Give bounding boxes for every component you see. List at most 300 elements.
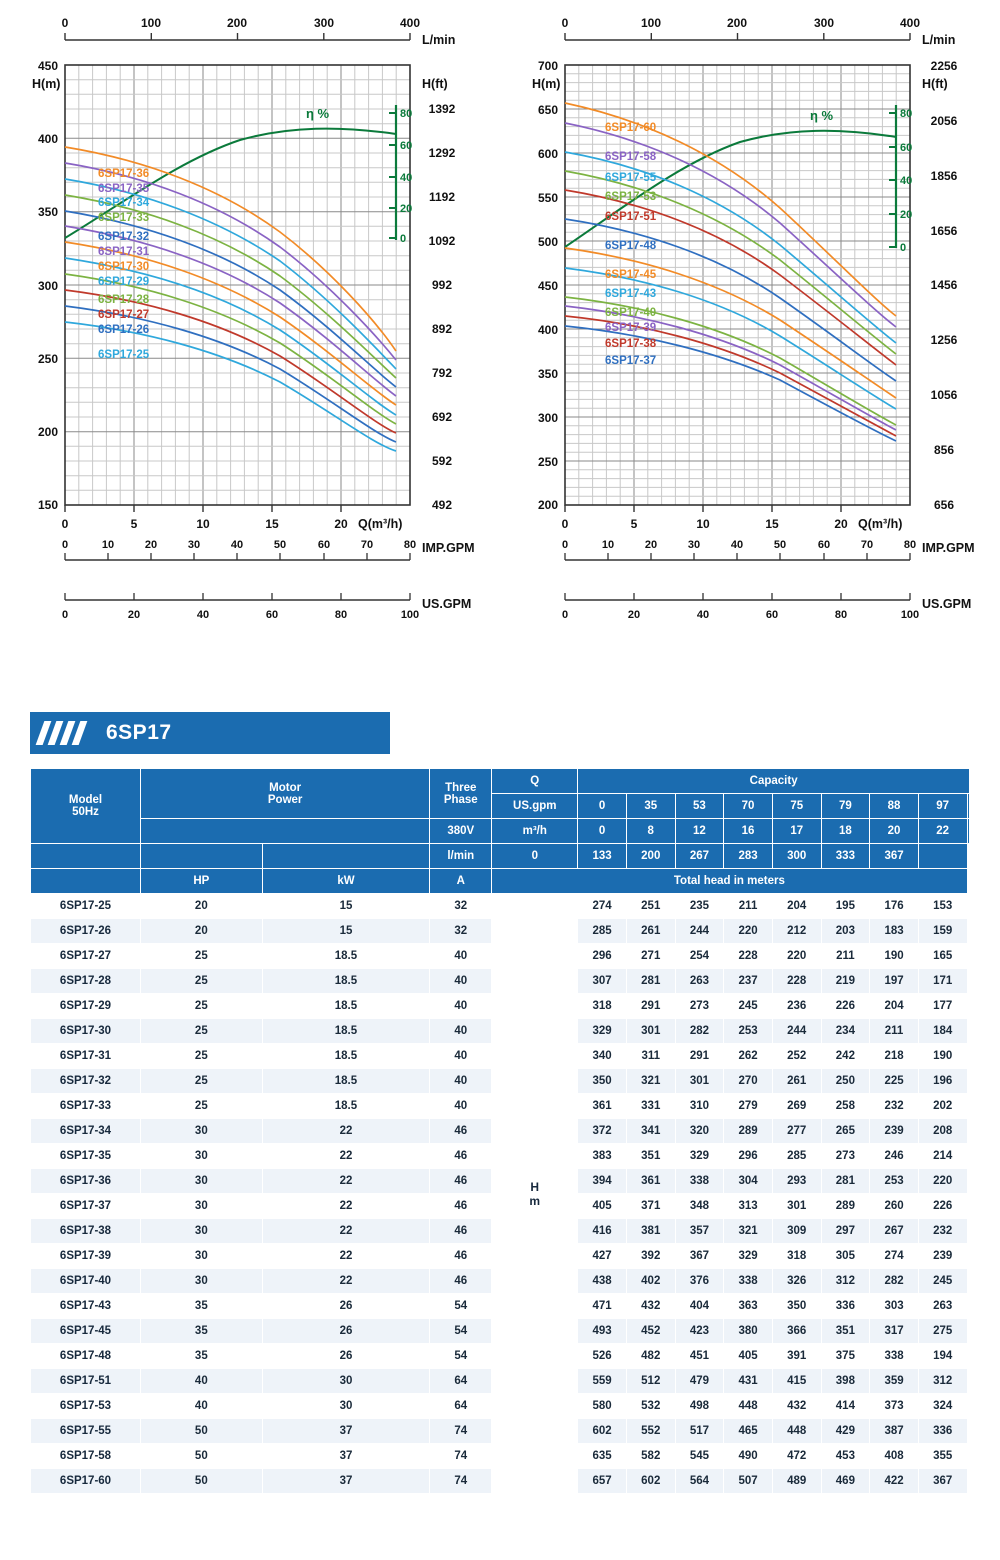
cell-head-4: 301 — [772, 1194, 821, 1219]
svg-text:6SP17-32: 6SP17-32 — [98, 231, 150, 243]
svg-text:6SP17-37: 6SP17-37 — [605, 355, 657, 367]
svg-text:6SP17-60: 6SP17-60 — [605, 122, 657, 134]
cell-head-6: 204 — [870, 994, 919, 1019]
cell-head-7: 165 — [918, 944, 967, 969]
cell-head-7: 184 — [918, 1019, 967, 1044]
header-model — [31, 769, 141, 844]
header-blank-motor — [141, 844, 263, 869]
cell-head-7: 202 — [918, 1094, 967, 1119]
cell-head-0: 471 — [578, 1294, 627, 1319]
cell-hp: 30 — [141, 1119, 263, 1144]
cell-head-4: 391 — [772, 1344, 821, 1369]
cell-head-2: 254 — [675, 944, 724, 969]
svg-text:6SP17-39: 6SP17-39 — [605, 322, 657, 334]
section-title: 6SP17 — [106, 721, 172, 744]
header-capacity: Capacity — [578, 769, 970, 794]
header-q: Q — [492, 769, 578, 794]
svg-text:6SP17-40: 6SP17-40 — [605, 307, 657, 319]
cell-head-5: 414 — [821, 1394, 870, 1419]
cell-model: 6SP17-35 — [31, 1144, 141, 1169]
cell-head-3: 253 — [724, 1019, 773, 1044]
header-model-line2: 50Hz — [72, 806, 99, 818]
cell-head-4: 489 — [772, 1469, 821, 1494]
svg-text:400: 400 — [899, 16, 921, 30]
svg-text:6SP17-58: 6SP17-58 — [605, 151, 657, 163]
svg-text:1856: 1856 — [930, 169, 958, 183]
cell-head-0: 438 — [578, 1269, 627, 1294]
cell-head-7: 208 — [918, 1119, 967, 1144]
cap-lmin-7: 367 — [870, 844, 919, 869]
cell-model: 6SP17-28 — [31, 969, 141, 994]
cell-model: 6SP17-51 — [31, 1369, 141, 1394]
cell-model: 6SP17-29 — [31, 994, 141, 1019]
cell-head-3: 321 — [724, 1219, 773, 1244]
cell-head-7: 324 — [918, 1394, 967, 1419]
cell-hp: 20 — [141, 894, 263, 919]
cell-kw: 26 — [262, 1319, 430, 1344]
svg-text:1192: 1192 — [428, 190, 456, 204]
svg-text:US.GPM: US.GPM — [922, 597, 972, 611]
cell-head-0: 526 — [578, 1344, 627, 1369]
cell-head-2: 338 — [675, 1169, 724, 1194]
cell-head-6: 267 — [870, 1219, 919, 1244]
svg-text:6SP17-31: 6SP17-31 — [98, 246, 150, 258]
cap-usgpm-1: 35 — [626, 794, 675, 819]
cell-head-1: 261 — [626, 919, 675, 944]
cell-amp: 32 — [430, 919, 492, 944]
cell-head-4: 277 — [772, 1119, 821, 1144]
cell-amp: 46 — [430, 1269, 492, 1294]
svg-text:L/min: L/min — [422, 33, 456, 47]
svg-text:0: 0 — [561, 609, 569, 621]
cell-head-1: 341 — [626, 1119, 675, 1144]
svg-text:350: 350 — [537, 367, 558, 381]
cell-head-2: 244 — [675, 919, 724, 944]
cap-lmin-spacer — [918, 844, 967, 869]
cell-hp: 35 — [141, 1294, 263, 1319]
charts-area — [0, 0, 1000, 660]
cell-head-6: 408 — [870, 1444, 919, 1469]
svg-text:0: 0 — [561, 517, 569, 531]
cell-head-3: 296 — [724, 1144, 773, 1169]
cell-head-6: 197 — [870, 969, 919, 994]
cell-kw: 22 — [262, 1244, 430, 1269]
cell-kw: 15 — [262, 919, 430, 944]
svg-text:6SP17-25: 6SP17-25 — [98, 349, 150, 361]
cell-head-6: 232 — [870, 1094, 919, 1119]
cell-kw: 18.5 — [262, 1044, 430, 1069]
svg-text:80: 80 — [900, 108, 913, 120]
svg-text:5: 5 — [130, 517, 138, 531]
cell-hp: 25 — [141, 1094, 263, 1119]
cell-head-2: 376 — [675, 1269, 724, 1294]
svg-text:20: 20 — [127, 609, 141, 621]
cell-kw: 18.5 — [262, 1019, 430, 1044]
svg-text:15: 15 — [765, 517, 779, 531]
svg-text:0: 0 — [61, 609, 69, 621]
cap-usgpm-2: 53 — [675, 794, 724, 819]
cell-head-1: 482 — [626, 1344, 675, 1369]
cell-head-7: 336 — [918, 1419, 967, 1444]
cell-kw: 18.5 — [262, 994, 430, 1019]
svg-text:1292: 1292 — [428, 146, 456, 160]
cell-head-6: 373 — [870, 1394, 919, 1419]
svg-text:40: 40 — [230, 539, 244, 551]
cell-head-2: 329 — [675, 1144, 724, 1169]
cell-head-3: 329 — [724, 1244, 773, 1269]
svg-text:0: 0 — [561, 16, 569, 30]
cap-m3h-4: 17 — [772, 819, 821, 844]
cell-head-5: 336 — [821, 1294, 870, 1319]
cell-head-4: 204 — [772, 894, 821, 919]
cell-head-1: 512 — [626, 1369, 675, 1394]
svg-text:100: 100 — [140, 16, 162, 30]
svg-text:6SP17-28: 6SP17-28 — [98, 294, 150, 306]
table-head — [31, 769, 970, 894]
svg-text:500: 500 — [537, 235, 558, 249]
svg-text:H(m): H(m) — [32, 77, 61, 91]
table-header-row-1 — [31, 769, 970, 794]
cell-head-2: 301 — [675, 1069, 724, 1094]
header-blank-phase — [262, 844, 430, 869]
cap-lmin-2: 200 — [626, 844, 675, 869]
svg-text:10: 10 — [696, 517, 710, 531]
cell-head-1: 392 — [626, 1244, 675, 1269]
svg-text:η %: η % — [810, 108, 834, 123]
cell-head-3: 313 — [724, 1194, 773, 1219]
cell-head-1: 281 — [626, 969, 675, 994]
cap-lmin-1: 133 — [578, 844, 627, 869]
cell-hp: 30 — [141, 1269, 263, 1294]
cell-hp: 40 — [141, 1369, 263, 1394]
svg-text:40: 40 — [400, 172, 413, 184]
cell-model: 6SP17-58 — [31, 1444, 141, 1469]
cell-kw: 22 — [262, 1219, 430, 1244]
cell-head-3: 363 — [724, 1294, 773, 1319]
cell-kw: 30 — [262, 1394, 430, 1419]
cell-head-4: 309 — [772, 1219, 821, 1244]
header-three-phase — [430, 769, 492, 819]
svg-text:1092: 1092 — [428, 234, 456, 248]
cell-amp: 54 — [430, 1319, 492, 1344]
cell-head-5: 242 — [821, 1044, 870, 1069]
cell-head-0: 493 — [578, 1319, 627, 1344]
cell-head-5: 297 — [821, 1219, 870, 1244]
cell-head-5: 429 — [821, 1419, 870, 1444]
cell-head-1: 311 — [626, 1044, 675, 1069]
cell-head-2: 320 — [675, 1119, 724, 1144]
cell-head-0: 559 — [578, 1369, 627, 1394]
cell-model: 6SP17-33 — [31, 1094, 141, 1119]
cell-head-6: 211 — [870, 1019, 919, 1044]
svg-text:60: 60 — [265, 609, 279, 621]
cell-head-0: 416 — [578, 1219, 627, 1244]
cell-head-7: 177 — [918, 994, 967, 1019]
cell-model: 6SP17-39 — [31, 1244, 141, 1269]
cell-amp: 46 — [430, 1169, 492, 1194]
svg-text:200: 200 — [226, 16, 248, 30]
cell-head-3: 237 — [724, 969, 773, 994]
svg-text:80: 80 — [834, 609, 848, 621]
cell-head-7: 194 — [918, 1344, 967, 1369]
header-motor-line1: Motor — [269, 781, 302, 794]
cell-hp: 30 — [141, 1244, 263, 1269]
cell-head-3: 465 — [724, 1419, 773, 1444]
cell-head-2: 263 — [675, 969, 724, 994]
cap-m3h-3: 16 — [724, 819, 773, 844]
cell-amp: 46 — [430, 1244, 492, 1269]
svg-text:40: 40 — [696, 609, 710, 621]
cell-head-2: 291 — [675, 1044, 724, 1069]
svg-text:Q(m³/h): Q(m³/h) — [358, 517, 403, 531]
svg-text:60: 60 — [317, 539, 331, 551]
cell-head-5: 195 — [821, 894, 870, 919]
header-hp: HP — [141, 869, 263, 894]
cap-lmin-5: 300 — [772, 844, 821, 869]
cell-kw: 22 — [262, 1194, 430, 1219]
svg-text:6SP17-26: 6SP17-26 — [98, 324, 150, 336]
header-m3h: m³/h — [492, 819, 578, 844]
cap-m3h-spacer — [967, 819, 969, 844]
svg-text:400: 400 — [37, 132, 58, 146]
svg-text:450: 450 — [37, 59, 58, 73]
svg-text:1392: 1392 — [428, 102, 456, 116]
cell-head-4: 285 — [772, 1144, 821, 1169]
svg-text:792: 792 — [431, 366, 453, 380]
cell-amp: 40 — [430, 944, 492, 969]
svg-text:892: 892 — [431, 322, 453, 336]
svg-text:0: 0 — [61, 16, 69, 30]
cell-head-4: 261 — [772, 1069, 821, 1094]
cell-amp: 46 — [430, 1219, 492, 1244]
svg-text:60: 60 — [765, 609, 779, 621]
cell-head-4: 212 — [772, 919, 821, 944]
header-us-gpm: US.gpm — [492, 794, 578, 819]
cell-head-4: 415 — [772, 1369, 821, 1394]
cell-head-1: 402 — [626, 1269, 675, 1294]
cell-head-7: 245 — [918, 1269, 967, 1294]
svg-text:300: 300 — [37, 279, 58, 293]
section-title-bar — [30, 712, 390, 754]
svg-text:H(ft): H(ft) — [422, 77, 448, 91]
header-blank-model — [31, 844, 141, 869]
cell-head-5: 375 — [821, 1344, 870, 1369]
cell-head-2: 282 — [675, 1019, 724, 1044]
svg-text:6SP17-51: 6SP17-51 — [605, 211, 657, 223]
cell-head-4: 228 — [772, 969, 821, 994]
cell-model: 6SP17-60 — [31, 1469, 141, 1494]
svg-text:20: 20 — [400, 203, 413, 215]
cell-head-3: 262 — [724, 1044, 773, 1069]
cell-head-5: 234 — [821, 1019, 870, 1044]
cell-head-1: 452 — [626, 1319, 675, 1344]
cell-head-2: 545 — [675, 1444, 724, 1469]
cap-usgpm-4: 75 — [772, 794, 821, 819]
svg-text:200: 200 — [37, 425, 58, 439]
cell-head-7: 275 — [918, 1319, 967, 1344]
cell-head-6: 274 — [870, 1244, 919, 1269]
cell-head-1: 432 — [626, 1294, 675, 1319]
cell-head-3: 507 — [724, 1469, 773, 1494]
cell-head-0: 405 — [578, 1194, 627, 1219]
cell-kw: 18.5 — [262, 969, 430, 994]
chart-left — [10, 0, 480, 660]
cap-m3h-7: 22 — [918, 819, 967, 844]
cap-usgpm-6: 88 — [870, 794, 919, 819]
cell-head-6: 387 — [870, 1419, 919, 1444]
cell-head-7: 367 — [918, 1469, 967, 1494]
header-volt-blank — [141, 819, 430, 844]
svg-text:6SP17-45: 6SP17-45 — [605, 269, 657, 281]
cell-head-4: 244 — [772, 1019, 821, 1044]
cell-head-1: 582 — [626, 1444, 675, 1469]
cell-amp: 54 — [430, 1294, 492, 1319]
svg-text:20: 20 — [627, 609, 641, 621]
cap-usgpm-5: 79 — [821, 794, 870, 819]
cell-head-5: 265 — [821, 1119, 870, 1144]
cell-head-2: 235 — [675, 894, 724, 919]
header-motor-power — [141, 769, 430, 819]
cell-head-1: 291 — [626, 994, 675, 1019]
svg-text:L/min: L/min — [922, 33, 956, 47]
cell-head-3: 228 — [724, 944, 773, 969]
cell-kw: 37 — [262, 1469, 430, 1494]
cell-head-0: 307 — [578, 969, 627, 994]
table-header-row-5 — [31, 869, 970, 894]
svg-text:2056: 2056 — [930, 114, 958, 128]
cell-head-3: 338 — [724, 1269, 773, 1294]
cell-head-1: 361 — [626, 1169, 675, 1194]
cell-amp: 40 — [430, 1094, 492, 1119]
cell-head-5: 211 — [821, 944, 870, 969]
cell-head-0: 580 — [578, 1394, 627, 1419]
cell-head-0: 361 — [578, 1094, 627, 1119]
svg-text:80: 80 — [903, 539, 917, 551]
svg-text:100: 100 — [640, 16, 662, 30]
svg-text:5: 5 — [630, 517, 638, 531]
svg-text:IMP.GPM: IMP.GPM — [422, 541, 475, 555]
svg-text:H(ft): H(ft) — [922, 77, 948, 91]
cap-usgpm-3: 70 — [724, 794, 773, 819]
svg-text:992: 992 — [431, 278, 453, 292]
cell-head-7: 159 — [918, 919, 967, 944]
cell-hp: 20 — [141, 919, 263, 944]
svg-text:6SP17-53: 6SP17-53 — [605, 191, 657, 203]
cell-model: 6SP17-26 — [31, 919, 141, 944]
svg-text:40: 40 — [900, 175, 913, 187]
cell-kw: 18.5 — [262, 1094, 430, 1119]
cap-lmin-0: 0 — [492, 844, 578, 869]
cell-head-3: 405 — [724, 1344, 773, 1369]
cell-head-2: 517 — [675, 1419, 724, 1444]
svg-text:10: 10 — [196, 517, 210, 531]
cell-head-3: 289 — [724, 1119, 773, 1144]
cell-hp: 25 — [141, 1044, 263, 1069]
cell-hp: 35 — [141, 1319, 263, 1344]
cell-head-5: 219 — [821, 969, 870, 994]
cell-head-7: 312 — [918, 1369, 967, 1394]
cell-head-4: 318 — [772, 1244, 821, 1269]
cell-hp: 25 — [141, 969, 263, 994]
cell-amp: 40 — [430, 1019, 492, 1044]
cell-head-7: 220 — [918, 1169, 967, 1194]
svg-text:20: 20 — [834, 517, 848, 531]
cell-kw: 22 — [262, 1269, 430, 1294]
svg-text:6SP17-36: 6SP17-36 — [98, 168, 150, 180]
cell-head-7: 171 — [918, 969, 967, 994]
header-unit-blank — [31, 869, 141, 894]
table-row — [31, 894, 970, 919]
svg-text:2256: 2256 — [930, 59, 958, 73]
cell-amp: 46 — [430, 1144, 492, 1169]
cell-kw: 26 — [262, 1344, 430, 1369]
svg-text:400: 400 — [399, 16, 421, 30]
svg-text:50: 50 — [773, 539, 787, 551]
cell-head-6: 239 — [870, 1119, 919, 1144]
svg-text:650: 650 — [537, 103, 558, 117]
cap-m3h-0: 0 — [578, 819, 627, 844]
cell-kw: 37 — [262, 1444, 430, 1469]
cell-head-0: 635 — [578, 1444, 627, 1469]
svg-text:1656: 1656 — [930, 224, 958, 238]
cell-hp: 40 — [141, 1394, 263, 1419]
svg-text:10: 10 — [101, 539, 115, 551]
svg-text:6SP17-55: 6SP17-55 — [605, 172, 657, 184]
svg-text:6SP17-43: 6SP17-43 — [605, 288, 657, 300]
cell-head-6: 176 — [870, 894, 919, 919]
cell-head-5: 203 — [821, 919, 870, 944]
cap-usgpm-7: 97 — [918, 794, 967, 819]
svg-text:600: 600 — [537, 147, 558, 161]
svg-text:0: 0 — [61, 517, 69, 531]
cell-head-1: 602 — [626, 1469, 675, 1494]
cell-hp: 25 — [141, 944, 263, 969]
cell-head-1: 532 — [626, 1394, 675, 1419]
cell-head-4: 472 — [772, 1444, 821, 1469]
cell-head-4: 269 — [772, 1094, 821, 1119]
cell-head-3: 431 — [724, 1369, 773, 1394]
cell-amp: 74 — [430, 1444, 492, 1469]
cell-head-5: 273 — [821, 1144, 870, 1169]
svg-text:60: 60 — [817, 539, 831, 551]
cell-model: 6SP17-30 — [31, 1019, 141, 1044]
cell-head-4: 236 — [772, 994, 821, 1019]
cell-head-7: 153 — [918, 894, 967, 919]
cell-head-0: 285 — [578, 919, 627, 944]
chart-left-svg — [10, 0, 480, 660]
cell-head-5: 258 — [821, 1094, 870, 1119]
specifications-table — [30, 768, 970, 1494]
cell-hp: 50 — [141, 1444, 263, 1469]
svg-text:1456: 1456 — [930, 278, 958, 292]
cell-head-7: 263 — [918, 1294, 967, 1319]
cell-model: 6SP17-43 — [31, 1294, 141, 1319]
cell-head-6: 260 — [870, 1194, 919, 1219]
cell-head-4: 350 — [772, 1294, 821, 1319]
cell-head-7: 239 — [918, 1244, 967, 1269]
cell-head-1: 371 — [626, 1194, 675, 1219]
table-header-row-4 — [31, 844, 970, 869]
svg-text:70: 70 — [360, 539, 374, 551]
cell-head-3: 304 — [724, 1169, 773, 1194]
cell-head-3: 279 — [724, 1094, 773, 1119]
cap-lmin-3: 267 — [675, 844, 724, 869]
svg-text:6SP17-35: 6SP17-35 — [98, 183, 150, 195]
chart-left-plot — [10, 0, 480, 621]
cell-head-5: 281 — [821, 1169, 870, 1194]
cell-amp: 64 — [430, 1394, 492, 1419]
svg-text:692: 692 — [431, 410, 453, 424]
